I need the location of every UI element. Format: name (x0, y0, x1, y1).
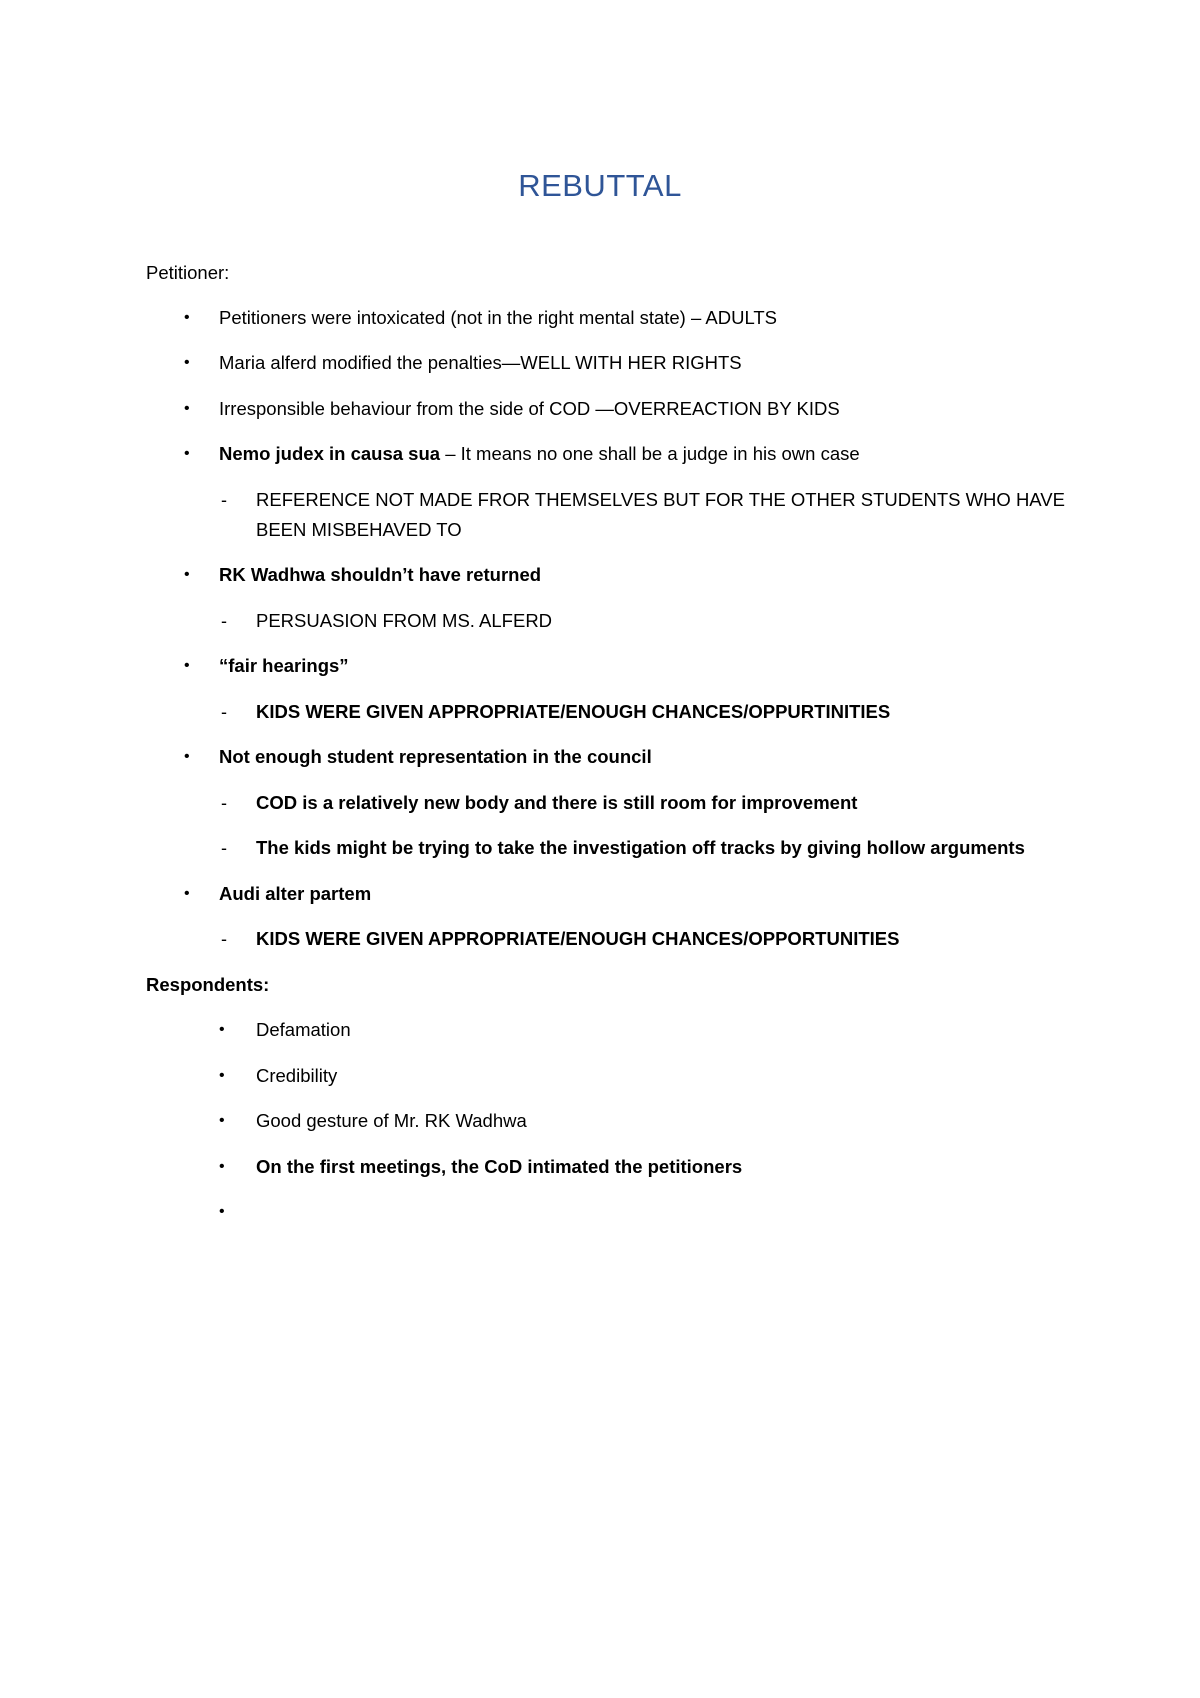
bullet-icon: • (184, 748, 190, 765)
petitioner-item-7-sub-2: The kids might be trying to take the investigation off tracks by giving hollow arguments (256, 837, 1025, 858)
petitioner-item-5: RK Wadhwa shouldn’t have returned (219, 564, 542, 585)
petitioner-item-4-sub-1: REFERENCE NOT MADE FROR THEMSELVES BUT FOR THE OTHER STUDENTS WHO HAVE BEEN MISBEHAVED TO (256, 489, 1065, 540)
bullet-icon: • (184, 354, 190, 371)
bullet-icon: • (219, 1158, 225, 1175)
dash-icon: - (221, 611, 227, 631)
bullet-icon: • (184, 657, 190, 674)
bullet-icon: • (219, 1112, 225, 1129)
respondents-item-3: Good gesture of Mr. RK Wadhwa (256, 1110, 527, 1131)
petitioner-heading: Petitioner: (146, 262, 230, 283)
petitioner-item-4 (219, 439, 860, 469)
petitioner-item-3: Irresponsible behaviour from the side of COD —OVERREACTION BY KIDS (219, 398, 840, 419)
respondents-heading: Respondents: (146, 974, 270, 995)
dash-icon: - (221, 929, 227, 949)
petitioner-item-6-sub-1: KIDS WERE GIVEN APPROPRIATE/ENOUGH CHANCES/OPPURTINITIES (256, 701, 891, 722)
respondents-item-1: Defamation (256, 1019, 351, 1040)
petitioner-item-8: Audi alter partem (219, 883, 372, 904)
dash-icon: - (221, 702, 227, 722)
bullet-icon: • (184, 885, 190, 902)
bullet-icon: • (219, 1067, 225, 1084)
respondents-item-4: On the first meetings, the CoD intimated the petitioners (256, 1156, 743, 1177)
dash-icon: - (221, 838, 227, 858)
petitioner-item-4-bold: Nemo judex in causa sua (219, 443, 441, 464)
page-title: REBUTTAL (518, 168, 682, 203)
dash-icon: - (221, 490, 227, 510)
dash-icon: - (221, 793, 227, 813)
petitioner-item-5-sub-1: PERSUASION FROM MS. ALFERD (256, 610, 553, 631)
bullet-icon: • (219, 1021, 225, 1038)
bullet-icon: • (184, 566, 190, 583)
bullet-icon: • (184, 445, 190, 462)
respondents-item-2: Credibility (256, 1065, 338, 1086)
petitioner-item-7: Not enough student representation in the council (219, 746, 652, 767)
petitioner-item-7-sub-1: COD is a relatively new body and there is still room for improvement (256, 792, 858, 813)
bullet-icon: • (184, 400, 190, 417)
bullet-icon: • (219, 1203, 225, 1220)
petitioner-item-4-rest: – It means no one shall be a judge in his own case (440, 443, 860, 464)
bullet-icon: • (184, 309, 190, 326)
petitioner-item-8-sub-1: KIDS WERE GIVEN APPROPRIATE/ENOUGH CHANCES/OPPORTUNITIES (256, 928, 900, 949)
petitioner-item-2: Maria alferd modified the penalties—WELL WITH HER RIGHTS (219, 352, 742, 373)
petitioner-item-1: Petitioners were intoxicated (not in the right mental state) – ADULTS (219, 307, 778, 328)
petitioner-item-6: “fair hearings” (219, 655, 349, 676)
